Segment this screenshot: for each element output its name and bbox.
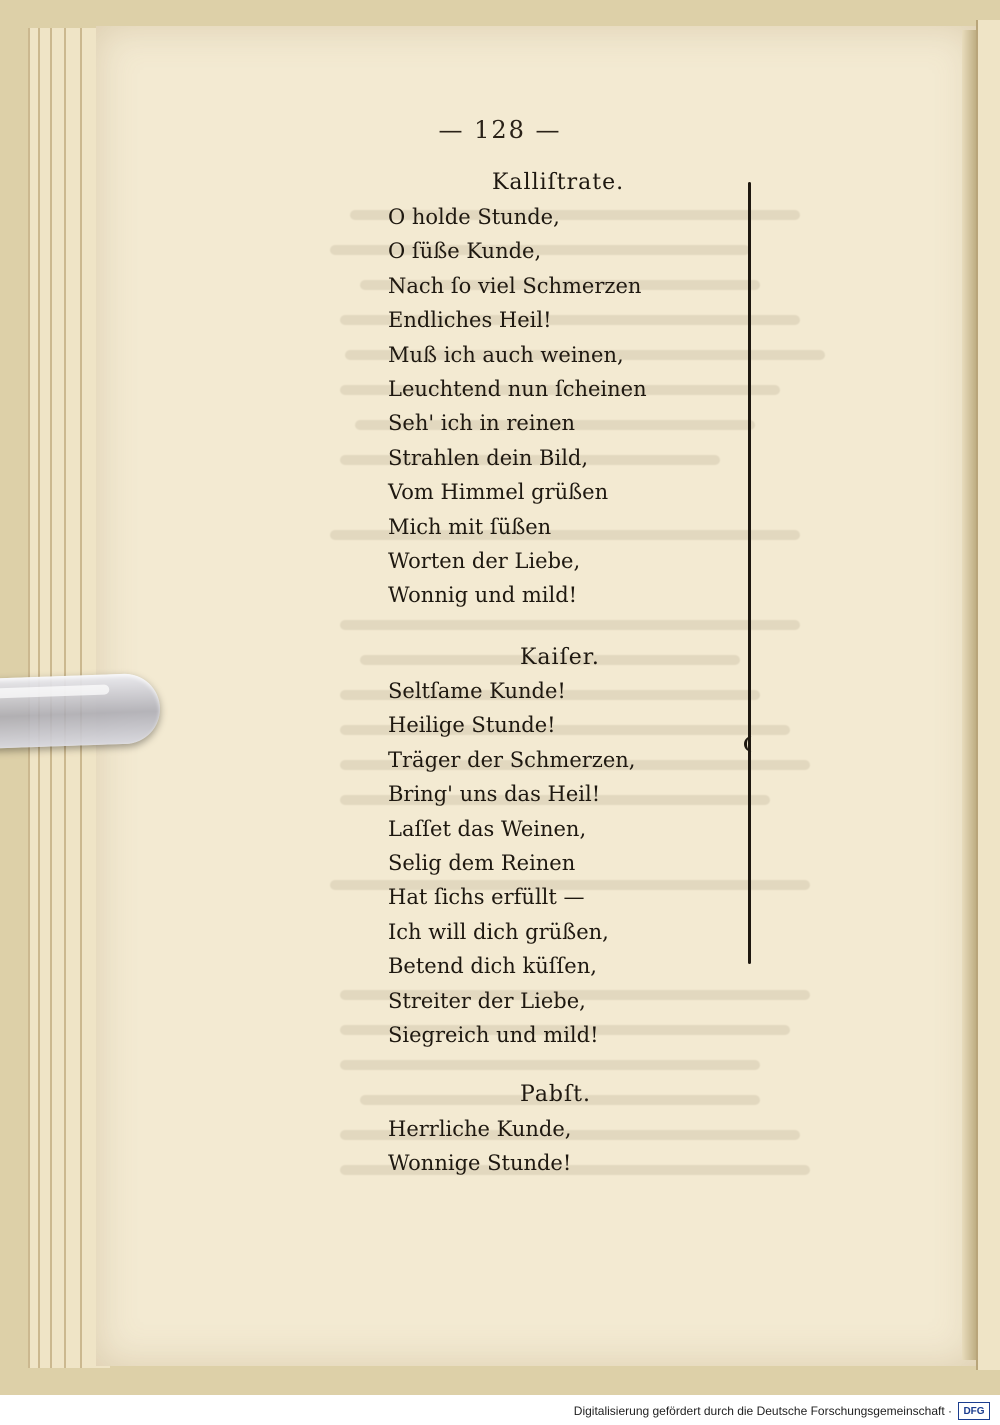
verse-line: Streiter der Liebe, [388, 988, 586, 1013]
attribution-text: Digitalisierung gefördert durch die Deutsche Forschungsgemeinschaft · [573, 1404, 952, 1418]
verse-line: Worten der Liebe, [388, 548, 581, 573]
verse-line: Bring' uns das Heil! [388, 782, 601, 807]
book-spine [962, 30, 976, 1360]
ensemble-bracket [748, 182, 751, 964]
page-holder-clip [0, 673, 161, 750]
verse-line: Träger der Schmerzen, [388, 747, 636, 772]
verse-line: Siegreich und mild! [388, 1022, 599, 1047]
verse-line: Wonnige Stunde! [388, 1151, 572, 1176]
verse-kaiser [388, 674, 635, 1052]
verse-line: Herrliche Kunde, [388, 1117, 572, 1141]
verse-kallistrate [388, 200, 647, 613]
page-number: — 128 — [438, 116, 562, 144]
verse-line: Laſſet das Weinen, [388, 816, 587, 841]
verse-pabst [388, 1112, 571, 1181]
facing-page-edge [976, 20, 1000, 1370]
dfg-logo-icon: DFG [958, 1402, 990, 1420]
verse-line: Heilige Stunde! [388, 713, 556, 738]
speaker-kallistrate: Kalliſtrate. [492, 170, 625, 195]
verse-line: Seltſame Kunde! [388, 679, 566, 703]
verse-line: Strahlen dein Bild, [388, 445, 589, 470]
verse-line: Nach ſo viel Schmerzen [388, 273, 642, 298]
verse-line: Leuchtend nun ſcheinen [388, 376, 647, 401]
digitization-attribution [574, 1400, 990, 1422]
verse-line: Selig dem Reinen [388, 850, 576, 875]
verse-line: O ſüße Kunde, [388, 239, 542, 264]
ensemble-bracket-notch [744, 736, 757, 752]
verse-line: Wonnig und mild! [388, 583, 578, 608]
verse-line: Hat ſichs erfüllt — [388, 885, 585, 910]
verse-line: Vom Himmel grüßen [388, 480, 609, 505]
clip-highlight [0, 684, 109, 698]
verse-line: Betend dich küſſen, [388, 954, 597, 979]
speaker-kaiser: Kaiſer. [520, 645, 600, 670]
verse-line: Endliches Heil! [388, 308, 552, 333]
verse-line: Mich mit ſüßen [388, 514, 552, 539]
verse-line: O holde Stunde, [388, 205, 560, 229]
speaker-pabst: Pabſt. [520, 1082, 591, 1107]
verse-line: Seh' ich in reinen [388, 411, 576, 436]
verse-line: Muß ich auch weinen, [388, 342, 624, 367]
verse-line: Ich will dich grüßen, [388, 919, 609, 944]
